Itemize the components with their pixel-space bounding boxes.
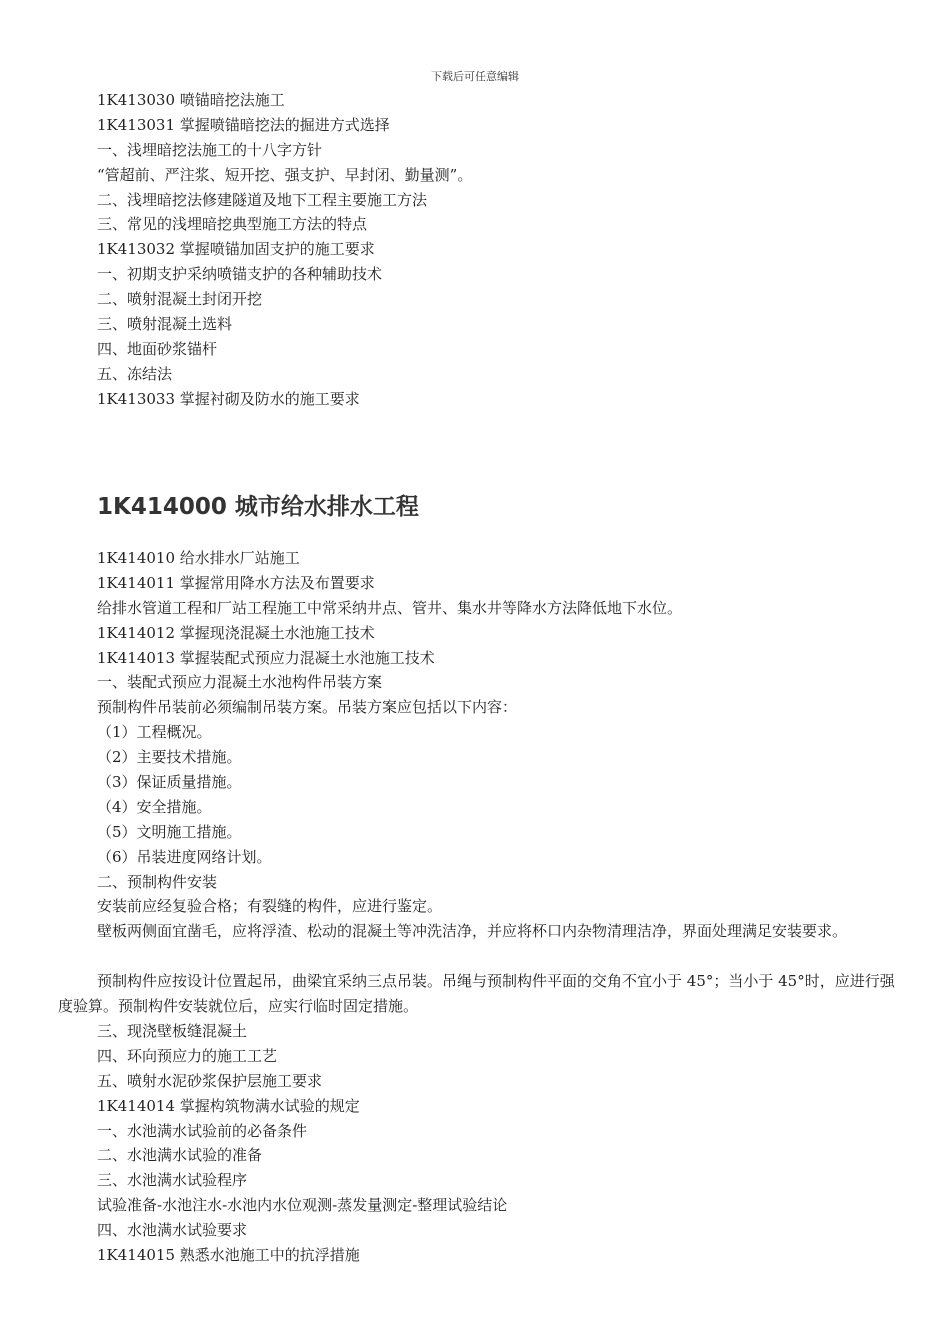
text-line: 四、环向预应力的施工工艺 — [97, 1046, 278, 1065]
text-line: 试验准备-水池注水-水池内水位观测-蒸发量测定-整理试验结论 — [97, 1196, 508, 1215]
text-line: 1K414014 掌握构筑物满水试验的规定 — [97, 1096, 360, 1115]
text-line: 预制构件吊装前必须编制吊装方案。吊装方案应包括以下内容： — [97, 698, 518, 717]
section-1 — [97, 88, 897, 412]
text-line: 1K414013 掌握装配式预应力混凝土水池施工技术 — [97, 648, 435, 667]
text-line: 二、浅埋暗挖法修建隧道及地下工程主要施工方法 — [97, 190, 428, 209]
text-line: 三、常见的浅埋暗挖典型施工方法的特点 — [97, 215, 368, 234]
page-header: 下载后可任意编辑 — [431, 70, 519, 83]
text-line: 四、水池满水试验要求 — [97, 1221, 248, 1240]
text-line: 二、水池满水试验的准备 — [97, 1146, 263, 1165]
text-line: 给排水管道工程和厂站工程施工中常采纳井点、管井、集水井等降水方法降低地下水位。 — [97, 598, 683, 617]
text-line: 一、水池满水试验前的必备条件 — [97, 1121, 308, 1140]
text-line: （4）安全措施。 — [97, 797, 212, 816]
text-line: （5）文明施工措施。 — [97, 822, 242, 841]
text-line: 1K414015 熟悉水池施工中的抗浮措施 — [97, 1246, 360, 1265]
text-line: 1K413030 喷锚暗挖法施工 — [97, 91, 285, 109]
text-line: 1K413033 掌握衬砌及防水的施工要求 — [97, 389, 360, 408]
text-line: 二、预制构件安装 — [97, 872, 218, 891]
text-line: 一、初期支护采纳喷锚支护的各种辅助技术 — [97, 265, 383, 284]
paragraph: 预制构件应按设计位置起吊，曲梁宜采纳三点吊装。吊绳与预制构件平面的交角不宜小于 45°；当小于 45°时，应进行强度验算。预制构件安装就位后，应实行临时固定措施。 — [58, 972, 895, 1015]
text-line: 1K414010 给水排水厂站施工 — [97, 549, 300, 567]
text-line: 二、喷射混凝土封闭开挖 — [97, 290, 263, 309]
text-line: 五、喷射水泥砂浆保护层施工要求 — [97, 1071, 323, 1090]
text-line: 三、现浇壁板缝混凝土 — [97, 1022, 248, 1040]
section-2 — [97, 546, 897, 919]
text-line: （2）主要技术措施。 — [97, 748, 242, 767]
text-line: 一、浅埋暗挖法施工的十八字方针 — [97, 140, 323, 159]
paragraph: 壁板两侧面宜凿毛，应将浮渣、松动的混凝土等冲洗洁净，并应将杯口内杂物清理洁净，界面处理满足安装要求。 — [97, 922, 848, 940]
text-line: 1K413031 掌握喷锚暗挖法的掘进方式选择 — [97, 115, 390, 134]
text-line: 三、喷射混凝土选料 — [97, 315, 233, 334]
text-line: （1）工程概况。 — [97, 723, 212, 742]
text-line: 四、地面砂浆锚杆 — [97, 339, 218, 358]
section-3 — [97, 1019, 897, 1268]
text-line: （6）吊装进度网络计划。 — [97, 847, 272, 866]
text-line: 三、水池满水试验程序 — [97, 1171, 248, 1190]
text-line: “管超前、严注浆、短开挖、强支护、早封闭、勤量测”。 — [97, 165, 473, 184]
text-line: （3）保证质量措施。 — [97, 773, 242, 792]
text-line: 1K414012 掌握现浇混凝土水池施工技术 — [97, 623, 375, 642]
chapter-title: 1K414000 城市给水排水工程 — [97, 494, 419, 520]
text-line: 五、冻结法 — [97, 364, 173, 383]
text-line: 安装前应经复验合格；有裂缝的构件，应进行鉴定。 — [97, 897, 443, 916]
text-line: 1K413032 掌握喷锚加固支护的施工要求 — [97, 240, 375, 259]
text-line: 一、装配式预应力混凝土水池构件吊装方案 — [97, 673, 383, 692]
text-line: 1K414011 掌握常用降水方法及布置要求 — [97, 573, 375, 592]
